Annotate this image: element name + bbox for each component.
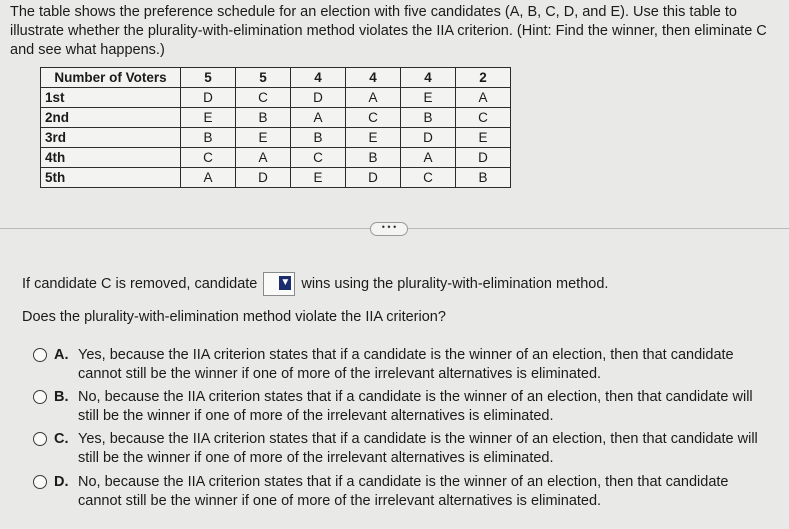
table-cell: B [236, 108, 291, 128]
option-text: No, because the IIA criterion states that if a candidate is the winner of an election, then that candidate will still be the winner if one of more of the irrelevant alternatives is eliminated. [78, 389, 753, 424]
table-row [41, 108, 511, 128]
table-cell: A [456, 88, 511, 108]
problem-statement: The table shows the preference schedule for an election with five candidates (A, B, C, D, and E). Use this table to illustrate whether the plurality-with-elimination method violates the IIA criterion. (Hint: Find the winner, then eliminate C and see what happens.) [10, 4, 767, 58]
radio-option-a[interactable] [33, 348, 47, 362]
table-header-row [41, 68, 511, 88]
rank-label: 4th [41, 148, 181, 168]
table-cell: D [346, 168, 401, 188]
radio-option-d[interactable] [33, 475, 47, 489]
table-cell: A [236, 148, 291, 168]
question-winner [22, 272, 608, 296]
table-cell: A [291, 108, 346, 128]
voters-count-1: 5 [181, 68, 236, 88]
table-row [41, 128, 511, 148]
table-cell: C [401, 168, 456, 188]
option-text: No, because the IIA criterion states that if a candidate is the winner of an election, then that candidate cannot still be the winner if one of more of the irrelevant alternatives is eliminated. [78, 474, 729, 509]
table-cell: C [456, 108, 511, 128]
table-cell: C [236, 88, 291, 108]
table-cell: D [291, 88, 346, 108]
option-letter: B. [54, 389, 69, 405]
table-cell: B [456, 168, 511, 188]
table-cell: E [456, 128, 511, 148]
option-letter: A. [54, 347, 69, 363]
option-text: Yes, because the IIA criterion states that if a candidate is the winner of an election, then that candidate will still be the winner if one of more of the irrelevant alternatives is eliminated. [78, 431, 758, 466]
table-cell: A [181, 168, 236, 188]
table-cell: D [401, 128, 456, 148]
table-cell: D [456, 148, 511, 168]
radio-option-c[interactable] [33, 432, 47, 446]
table-cell: A [401, 148, 456, 168]
voters-count-6: 2 [456, 68, 511, 88]
table-row [41, 88, 511, 108]
option-letter: D. [54, 474, 69, 490]
table-cell: E [346, 128, 401, 148]
table-cell: E [236, 128, 291, 148]
table-row [41, 168, 511, 188]
dropdown-arrow-button[interactable] [279, 276, 291, 290]
radio-option-b[interactable] [33, 390, 47, 404]
table-cell: D [236, 168, 291, 188]
voters-count-4: 4 [346, 68, 401, 88]
question-winner-text-before: If candidate C is removed, candidate [22, 275, 258, 292]
chevron-down-icon: ▼ [280, 277, 291, 288]
table-cell: E [401, 88, 456, 108]
table-cell: B [181, 128, 236, 148]
question-iia: Does the plurality-with-elimination method violate the IIA criterion? [22, 309, 446, 325]
preference-schedule-table [40, 67, 511, 188]
table-cell: D [181, 88, 236, 108]
table-cell: E [291, 168, 346, 188]
rank-label: 2nd [41, 108, 181, 128]
voters-count-3: 4 [291, 68, 346, 88]
expand-more-button[interactable]: • • • [370, 222, 408, 236]
table-cell: C [291, 148, 346, 168]
voters-count-5: 4 [401, 68, 456, 88]
number-of-voters-header: Number of Voters [41, 68, 181, 88]
table-cell: C [346, 108, 401, 128]
table-cell: C [181, 148, 236, 168]
rank-label: 1st [41, 88, 181, 108]
rank-label: 3rd [41, 128, 181, 148]
rank-label: 5th [41, 168, 181, 188]
winner-dropdown[interactable] [263, 272, 295, 296]
option-text: Yes, because the IIA criterion states that if a candidate is the winner of an election, then that candidate cannot still be the winner if one of more of the irrelevant alternatives is eliminated. [78, 347, 734, 382]
table-cell: B [401, 108, 456, 128]
table-cell: B [291, 128, 346, 148]
table-row [41, 148, 511, 168]
option-letter: C. [54, 431, 69, 447]
voters-count-2: 5 [236, 68, 291, 88]
question-winner-text-after: wins using the plurality-with-elimination method. [301, 275, 609, 292]
table-cell: E [181, 108, 236, 128]
table-cell: B [346, 148, 401, 168]
table-cell: A [346, 88, 401, 108]
